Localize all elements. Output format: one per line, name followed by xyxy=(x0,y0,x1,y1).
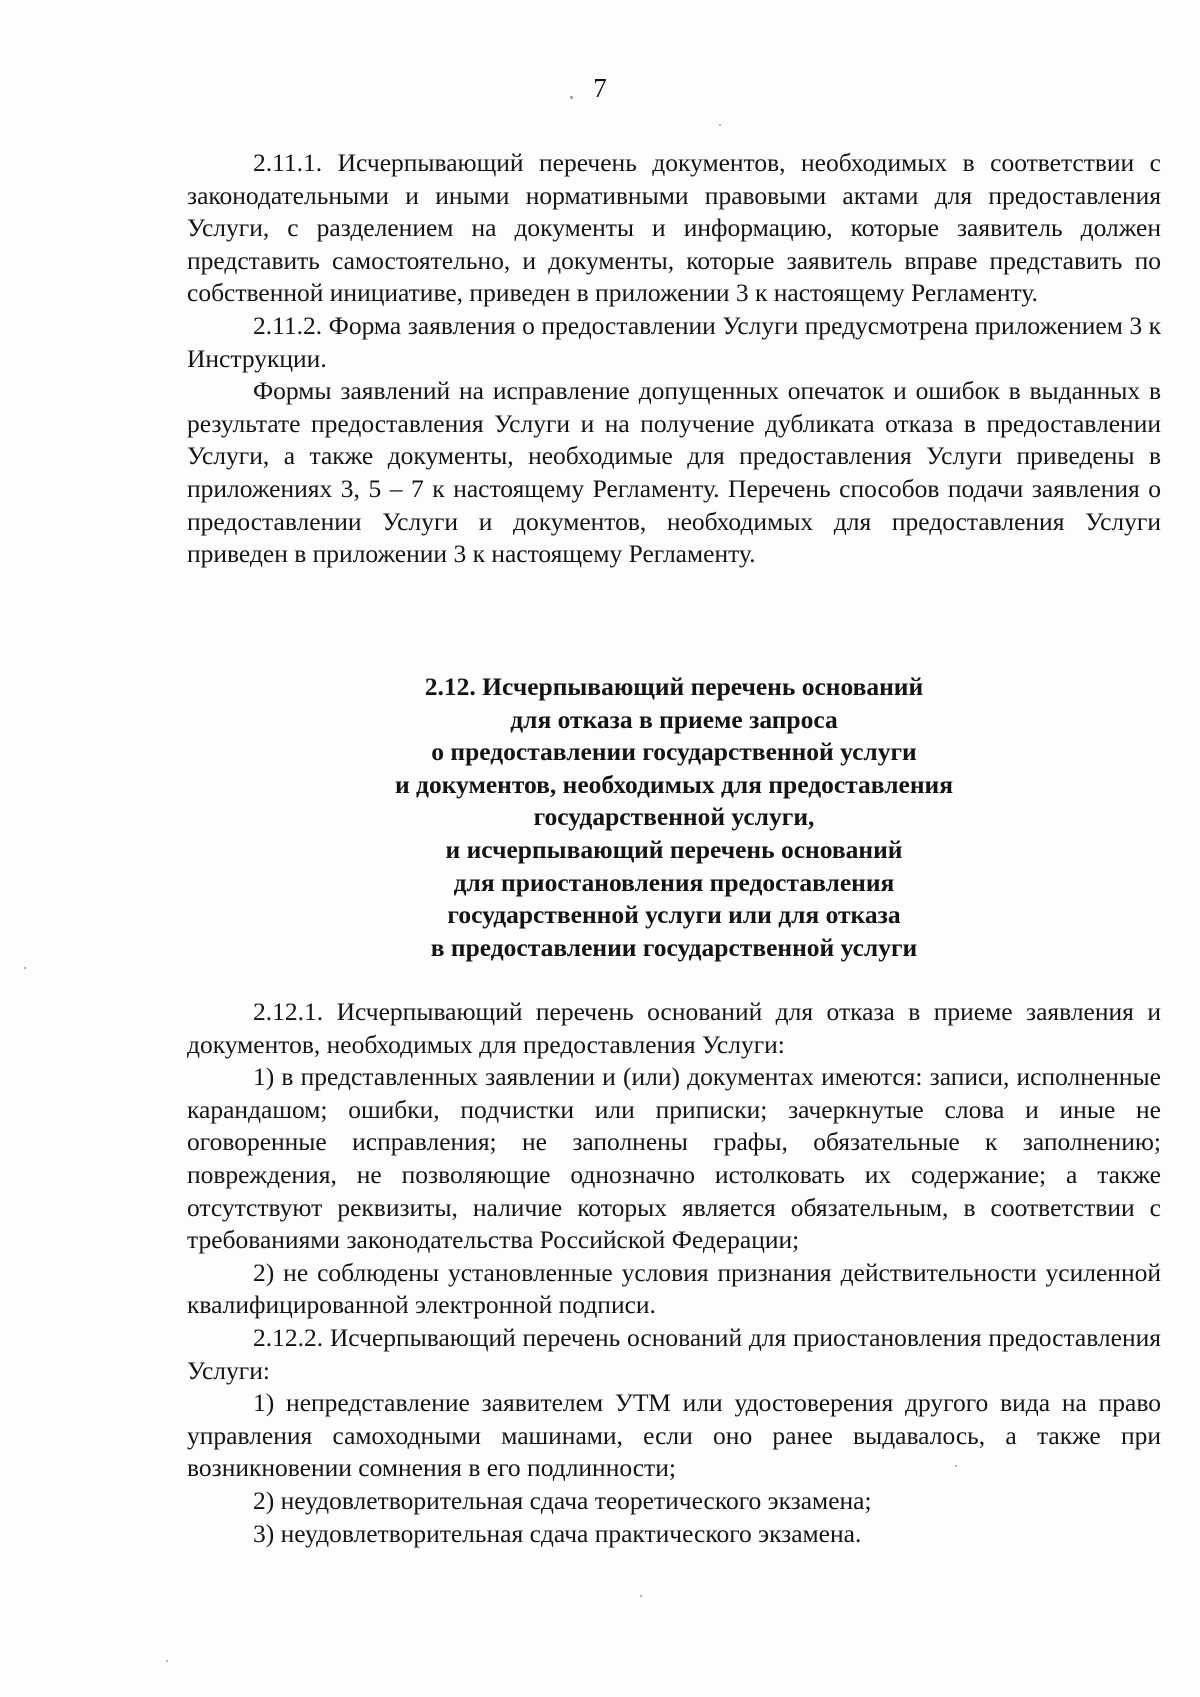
list-item-refusal-1: 1) в представленных заявлении и (или) документах имеются: записи, исполненные карандашом; ошибки, подчистки или приписки; зачеркнутые слова и иные не оговоренные исправления; не заполнены графы, обязательные к заполнению; повреждения, не позволяющие однозначно истолковать их содержание; а также отсутствуют реквизиты, наличие которых является обязательным, в соответствии с требованиями законодательства Российской Федерации; xyxy=(187,1062,1161,1255)
scan-speck xyxy=(719,124,721,126)
list-item-suspension-3: 3) неудовлетворительная сдача практического экзамена. xyxy=(253,1518,862,1548)
scan-speck xyxy=(24,967,26,969)
heading-line: и документов, необходимых для предоставления xyxy=(394,769,954,799)
list-item-suspension-2: 2) неудовлетворительная сдача теоретического экзамена; xyxy=(253,1485,872,1515)
scan-speck xyxy=(570,96,573,99)
bottom-text-block xyxy=(187,996,1161,1550)
heading-line: государственной услуги, xyxy=(533,802,815,832)
paragraph-2-12-1: 2.12.1. Исчерпывающий перечень оснований для отказа в приеме заявления и документов, необходимых для предоставления Услуги: xyxy=(187,997,1161,1059)
list-item-suspension-1: 1) непредставление заявителем УТМ или удостоверения другого вида на право управления самоходными машинами, если оно ранее выдавалось, а также при возникновении сомнения в его подлинности; xyxy=(187,1388,1161,1483)
list-item-refusal-2: 2) не соблюдены установленные условия признания действительности усиленной квалифицированной электронной подписи. xyxy=(187,1257,1161,1320)
heading-line: для приостановления предоставления xyxy=(453,867,895,897)
heading-line: для отказа в приеме запроса xyxy=(510,704,838,734)
top-text-block xyxy=(187,147,1161,571)
heading-line: в предоставлении государственной услуги xyxy=(430,932,918,962)
page-number: 7 xyxy=(593,73,607,103)
scan-speck xyxy=(955,1465,957,1467)
heading-line: о предоставлении государственной услуги xyxy=(431,737,917,767)
paragraph-2-11-2: 2.11.2. Форма заявления о предоставлении Услуги предусмотрена приложением 3 к Инструкции. xyxy=(187,310,1161,373)
paragraph-forms: Формы заявлений на исправление допущенных опечаток и ошибок в выданных в результате предоставления Услуги и на получение дубликата отказа в предоставлении Услуги, а также документы, необходимые для предоставления Услуги приведены в приложениях 3, 5 – 7 к настоящему Регламенту. Перечень способов подачи заявления о предоставлении Услуги и документов, необходимых для предоставления Услуги приведен в приложении 3 к настоящему Регламенту. xyxy=(187,376,1161,569)
heading-line: и исчерпывающий перечень оснований xyxy=(445,834,903,864)
paragraph-2-12-2: 2.12.2. Исчерпывающий перечень оснований для приостановления предоставления Услуги: xyxy=(187,1322,1161,1385)
paragraph-2-11-1: 2.11.1. Исчерпывающий перечень документов, необходимых в соответствии с законодательными и иными нормативными правовыми актами для предоставления Услуги, с разделением на документы и информацию, которые заявитель должен представить самостоятельно, и документы, которые заявитель вправе представить по собственной инициативе, приведен в приложении 3 к настоящему Регламенту. xyxy=(187,148,1161,308)
heading-line: 2.12. Исчерпывающий перечень оснований xyxy=(424,672,924,701)
section-heading-2-12 xyxy=(187,671,1161,964)
scan-speck xyxy=(166,1660,168,1662)
heading-line: государственной услуги или для отказа xyxy=(447,900,901,930)
scan-speck xyxy=(640,1595,642,1597)
